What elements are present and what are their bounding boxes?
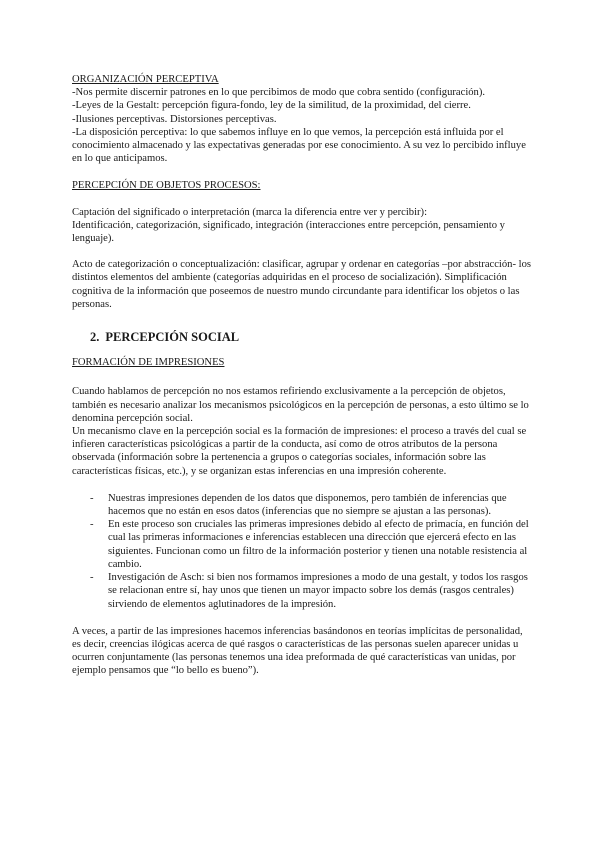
dash-bullet: -: [90, 572, 94, 584]
dash-bullet: -: [90, 492, 94, 504]
list-item: [72, 492, 532, 518]
list-item: [72, 518, 532, 571]
org-line: -Ilusiones perceptivas. Distorsiones perceptivas.: [72, 113, 277, 125]
dash-bullet: -: [90, 519, 94, 531]
impressions-list: [72, 492, 532, 611]
impressions-para: Un mecanismo clave en la percepción social es la formación de impresiones: el proceso a través del cual se infieren características psicológicas a partir de la conducta, así como de otros atributos de la persona observada (información sobre la pertenencia a grupos o categorías sociales, información sobre las características físicas, etc.), y se organizan estas inferencias en una impresión coherente.: [72, 426, 527, 477]
section-title-text: PERCEPCIÓN SOCIAL: [105, 330, 240, 345]
objects-heading: PERCEPCIÓN DE OBJETOS PROCESOS:: [72, 180, 261, 192]
org-line: -Nos permite discernir patrones en lo que percibimos de modo que cobra sentido (configuración).: [72, 87, 486, 99]
impressions-para: Cuando hablamos de percepción no nos estamos refiriendo exclusivamente a la percepción de objetos, también es necesario analizar los mecanismos psicológicos en la percepción de personas, a esto último se lo denomina percepción social.: [72, 386, 529, 424]
org-heading: ORGANIZACIÓN PERCEPTIVA: [72, 74, 219, 85]
objects-para: Identificación, categorización, significado, integración (interacciones entre percepción, pensamiento y lenguaje).: [72, 219, 505, 245]
section-title: [72, 331, 532, 344]
org-line: -La disposición perceptiva: lo que sabemos influye en lo que vemos, la percepción está influida por el conocimiento almacenado y las expectativas generadas por ese conocimiento. A su vez lo percibido influye en lo que anticipamos.: [72, 126, 526, 165]
org-line: -Leyes de la Gestalt: percepción figura-fondo, ley de la similitud, de la proximidad, del cierre.: [72, 100, 471, 112]
section-number: 2.: [90, 330, 100, 345]
objects-para: Captación del significado o interpretación (marca la diferencia entre ver y percibir):: [72, 206, 428, 218]
list-item-text: En este proceso son cruciales las primeras impresiones debido al efecto de primacía, en función del cual las primeras informaciones e inferencias establecen una dirección que ejercerá efecto en las siguientes. Funcionan como un filtro de la información posterior y tienen una notable resistencia al cambio.: [108, 519, 529, 570]
document-page: [72, 73, 532, 678]
impressions-para: A veces, a partir de las impresiones hacemos inferencias basándonos en teorías implícitas de personalidad, es decir, creencias ilógicas acerca de qué rasgos o características de las personas suelen aparecer unidas u ocurren conjuntamente (las personas tenemos una idea preformada de qué características van unidas, por ejemplo pensamos que “lo bello es bueno”).: [72, 625, 523, 677]
objects-para: Acto de categorización o conceptualización: clasificar, agrupar y ordenar en categorías –por abstracción- los distintos elementos del ambiente (categorías adquiridas en el proceso de socialización). Simplificación cognitiva de la información que poseemos de nuestro mundo circundante para identificar los objetos o las personas.: [72, 259, 532, 310]
list-item: [72, 571, 532, 611]
impressions-heading: FORMACIÓN DE IMPRESIONES: [72, 357, 225, 369]
list-item-text: Nuestras impresiones dependen de los datos que disponemos, pero también de inferencias que hacemos que no están en esos datos (inferencias que no siempre se ajustan a las personas).: [108, 492, 507, 518]
list-item-text: Investigación de Asch: si bien nos formamos impresiones a modo de una gestalt, y todos los rasgos se relacionan entre sí, hay unos que tienen un mayor impacto sobre los demás (rasgos centrales) sirviendo de elementos aglutinadores de la impresión.: [108, 572, 528, 610]
